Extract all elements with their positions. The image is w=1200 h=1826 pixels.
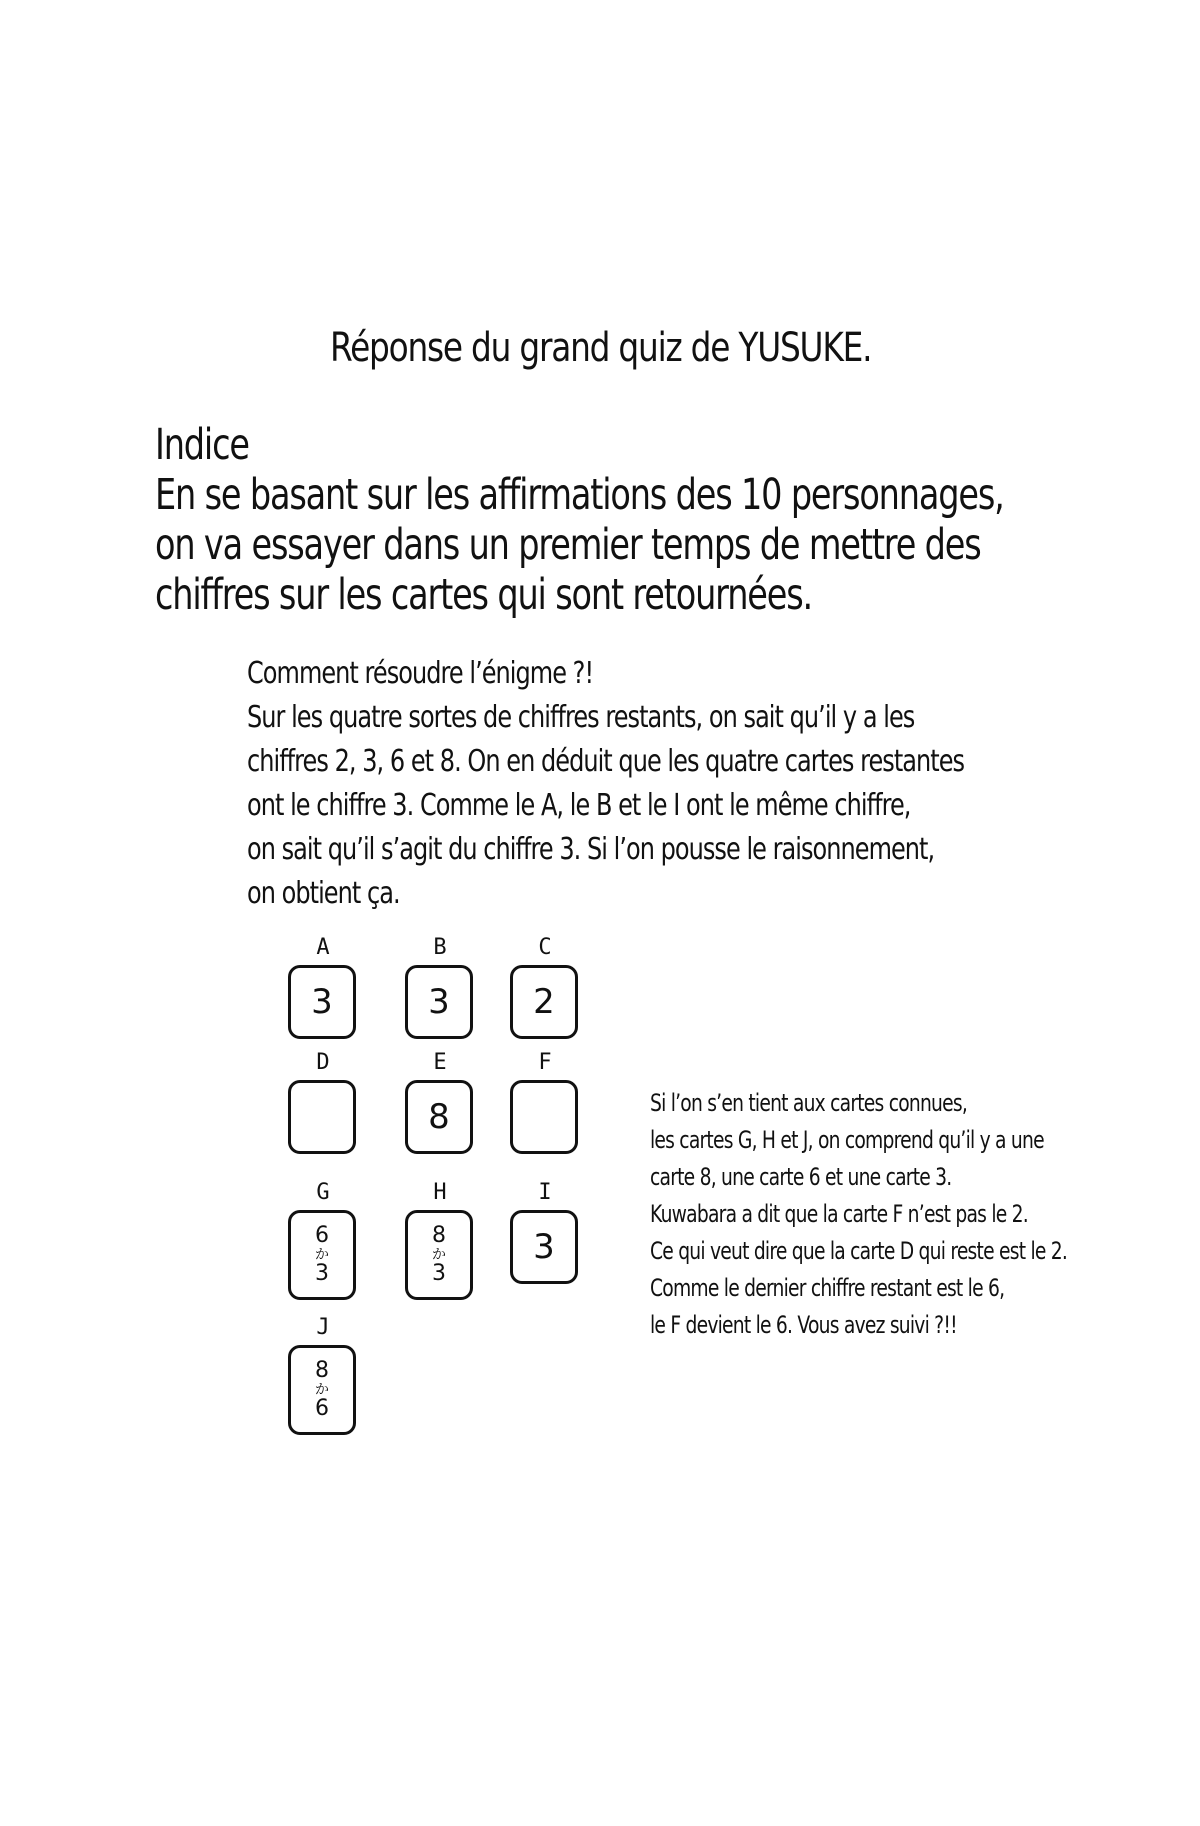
explanation-line: Ce qui veut dire que la carte D qui reste est le 2. [650, 1237, 1068, 1265]
card-value-top: 8 [315, 1358, 329, 1383]
card-letter: G [316, 1180, 330, 1205]
hint-heading: Indice [155, 420, 249, 470]
card-value-bottom: 6 [315, 1396, 329, 1421]
explanation-section [650, 1085, 1170, 1344]
card-face [510, 965, 578, 1039]
card-value-bottom: 3 [432, 1261, 446, 1286]
method-section [247, 652, 1147, 916]
card-letter: I [538, 1180, 552, 1205]
card-face [510, 1080, 578, 1154]
card-face [288, 1345, 356, 1435]
card-letter: B [433, 935, 447, 960]
method-line: ont le chiffre 3. Comme le A, le B et le I ont le même chiffre, [247, 788, 911, 823]
card-value: 3 [533, 1227, 555, 1267]
card-value-top: 8 [432, 1223, 446, 1248]
hint-line: on va essayer dans un premier temps de mettre des [155, 520, 981, 570]
card-value: 3 [311, 982, 333, 1022]
card-letter: J [316, 1315, 330, 1340]
card-face [288, 1080, 356, 1154]
card-face [288, 1210, 356, 1300]
explanation-line: Kuwabara a dit que la carte F n’est pas le 2. [650, 1200, 1028, 1228]
explanation-line: les cartes G, H et J, on comprend qu’il y a une [650, 1126, 1044, 1154]
card-value-or: か [432, 1247, 446, 1263]
method-line: Sur les quatre sortes de chiffres restants, on sait qu’il y a les [247, 700, 915, 735]
card-value: 2 [533, 982, 555, 1022]
explanation-line: Si l’on s’en tient aux cartes connues, [650, 1089, 968, 1117]
card-value: 8 [428, 1097, 450, 1137]
card-value-top: 6 [315, 1223, 329, 1248]
hint-line: chiffres sur les cartes qui sont retournées. [155, 570, 813, 620]
explanation-line: Comme le dernier chiffre restant est le 6, [650, 1274, 1005, 1302]
method-line: on sait qu’il s’agit du chiffre 3. Si l’on pousse le raisonnement, [247, 832, 935, 867]
explanation-line: le F devient le 6. Vous avez suivi ?!! [650, 1311, 957, 1339]
explanation-line: carte 8, une carte 6 et une carte 3. [650, 1163, 952, 1191]
page-title: Réponse du grand quiz de YUSUKE. [330, 325, 872, 371]
hint-line: En se basant sur les affirmations des 10 personnages, [155, 470, 1004, 520]
card-value-bottom: 3 [315, 1261, 329, 1286]
card-face [405, 1080, 473, 1154]
card-letter: A [316, 935, 330, 960]
card-face [405, 1210, 473, 1300]
method-line: chiffres 2, 3, 6 et 8. On en déduit que les quatre cartes restantes [247, 744, 965, 779]
card-face [405, 965, 473, 1039]
card-value-or: か [315, 1382, 329, 1398]
card-letter: F [538, 1050, 552, 1075]
card-value-or: か [315, 1247, 329, 1263]
card-letter: E [433, 1050, 447, 1075]
card-face [288, 965, 356, 1039]
method-heading: Comment résoudre l’énigme ?! [247, 656, 594, 691]
card-face [510, 1210, 578, 1284]
method-line: on obtient ça. [247, 876, 400, 911]
card-letter: H [433, 1180, 447, 1205]
hint-section [155, 420, 1155, 620]
card-value: 3 [428, 982, 450, 1022]
card-letter: D [316, 1050, 330, 1075]
card-letter: C [538, 935, 552, 960]
